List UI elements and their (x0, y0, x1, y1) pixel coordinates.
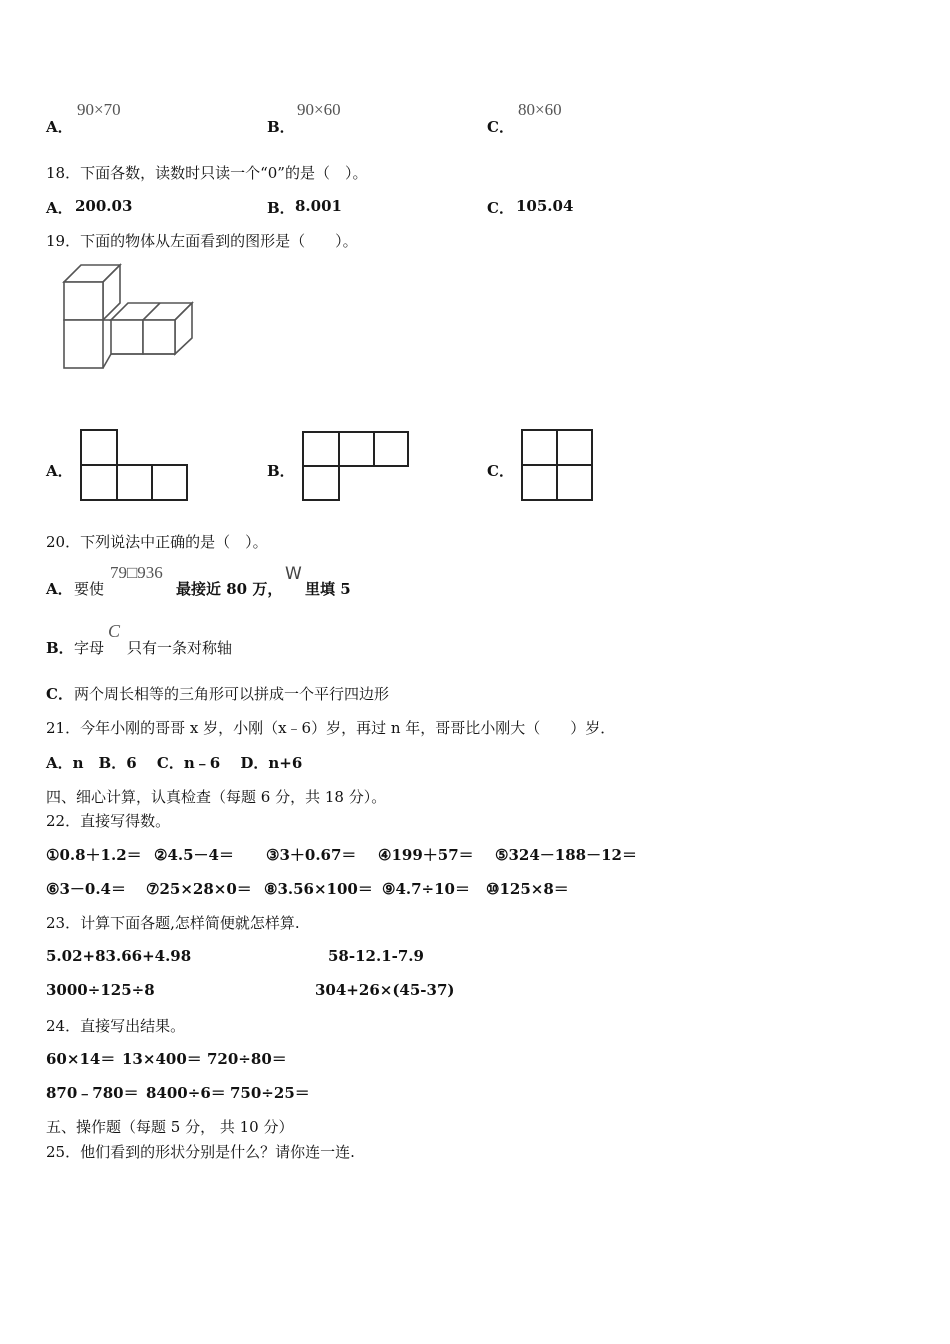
q24-item-1: 60×14＝ (46, 1050, 116, 1068)
q22-item-1: ①0.8＋1.2＝ (46, 846, 142, 864)
q18-option-b-label: B． (267, 199, 295, 217)
q24-item-5: 8400÷6＝ (146, 1084, 226, 1102)
q22-item-4: ④199＋57＝ (378, 846, 474, 864)
q24-item-6: 750÷25＝ (230, 1084, 310, 1102)
q23-item-4: 304+26×(45-37) (315, 981, 455, 999)
q20-option-c-label: C． (46, 685, 73, 703)
q24-item-2: 13×400＝ (122, 1050, 202, 1068)
q24-item-4: 870﹣780＝ (46, 1084, 139, 1102)
q22-item-2: ②4.5－4＝ (154, 846, 234, 864)
q17-option-b-expression: 90×60 (297, 100, 341, 119)
q25-stem: 25．他们看到的形状分别是什么？请你连一连. (46, 1143, 355, 1161)
q20-option-c-text: 两个周长相等的三角形可以拼成一个平行四边形 (74, 685, 390, 703)
q18-option-c-value: 105.04 (516, 197, 574, 215)
q22-item-7: ⑦25×28×0＝ (146, 880, 252, 898)
q17-option-b-label: B． (267, 118, 295, 136)
q17-option-a-label: A． (46, 118, 73, 136)
q19-option-c-label: C． (487, 462, 514, 480)
q19-option-c-shape (519, 427, 595, 503)
q20-option-b-label: B． (46, 639, 74, 657)
q22-item-3: ③3＋0.67＝ (266, 846, 357, 864)
q20-option-a-middle: 最接近 80 万， (176, 580, 283, 598)
q22-item-9: ⑨4.7÷10＝ (382, 880, 470, 898)
q20-option-a-suffix: 里填 5 (305, 580, 351, 598)
q19-option-b-shape (300, 429, 412, 503)
q23-item-1: 5.02+83.66+4.98 (46, 947, 192, 965)
q20-stem: 20．下列说法中正确的是（ ）。 (46, 533, 268, 551)
q18-option-c-label: C． (487, 199, 514, 217)
q23-item-2: 58-12.1-7.9 (328, 947, 424, 965)
q20-option-b-symbol: C (108, 621, 121, 641)
q20-option-a-prefix: 要使 (74, 580, 105, 598)
q20-option-a-label: A． (46, 580, 73, 598)
section-4-heading: 四、细心计算，认真检查（每题 6 分，共 18 分）。 (46, 788, 387, 806)
q20-option-a-number: 79□936 (110, 563, 163, 582)
q22-item-8: ⑧3.56×100＝ (264, 880, 373, 898)
q20-option-b-prefix: 字母 (74, 639, 105, 657)
q23-stem: 23．计算下面各题,怎样简便就怎样算. (46, 914, 300, 932)
q18-option-a-value: 200.03 (75, 197, 133, 215)
q17-option-c-expression: 80×60 (518, 100, 562, 119)
q19-cube-figure (56, 258, 201, 378)
q24-item-3: 720÷80＝ (207, 1050, 287, 1068)
q22-stem: 22．直接写得数。 (46, 812, 171, 830)
q22-item-6: ⑥3－0.4＝ (46, 880, 126, 898)
q18-option-a-label: A． (46, 199, 73, 217)
q19-option-a-shape (78, 427, 190, 503)
q21-stem: 21．今年小刚的哥哥 x 岁，小刚（x﹣6）岁，再过 n 年，哥哥比小刚大（ ）岁． (46, 719, 616, 737)
q18-option-b-value: 8.001 (295, 197, 342, 215)
q17-option-c-label: C． (487, 118, 514, 136)
q17-option-a-expression: 90×70 (77, 100, 121, 119)
q24-stem: 24．直接写出结果。 (46, 1017, 186, 1035)
q22-item-5: ⑤324－188－12＝ (495, 846, 637, 864)
q20-option-b-suffix: 只有一条对称轴 (127, 639, 233, 657)
section-5-heading: 五、操作题（每题 5 分， 共 10 分） (46, 1118, 294, 1136)
q21-options: A．n B．6 C．n﹣6 D．n+6 (46, 754, 303, 772)
q19-option-a-label: A． (46, 462, 73, 480)
q19-stem: 19．下面的物体从左面看到的图形是（ ）。 (46, 232, 358, 250)
q23-item-3: 3000÷125÷8 (46, 981, 155, 999)
q19-option-b-label: B． (267, 462, 295, 480)
q18-stem: 18．下面各数，读数时只读一个“0”的是（ ）。 (46, 164, 368, 182)
q20-option-a-symbol: W (285, 564, 302, 584)
q22-item-10: ⑩125×8＝ (486, 880, 569, 898)
